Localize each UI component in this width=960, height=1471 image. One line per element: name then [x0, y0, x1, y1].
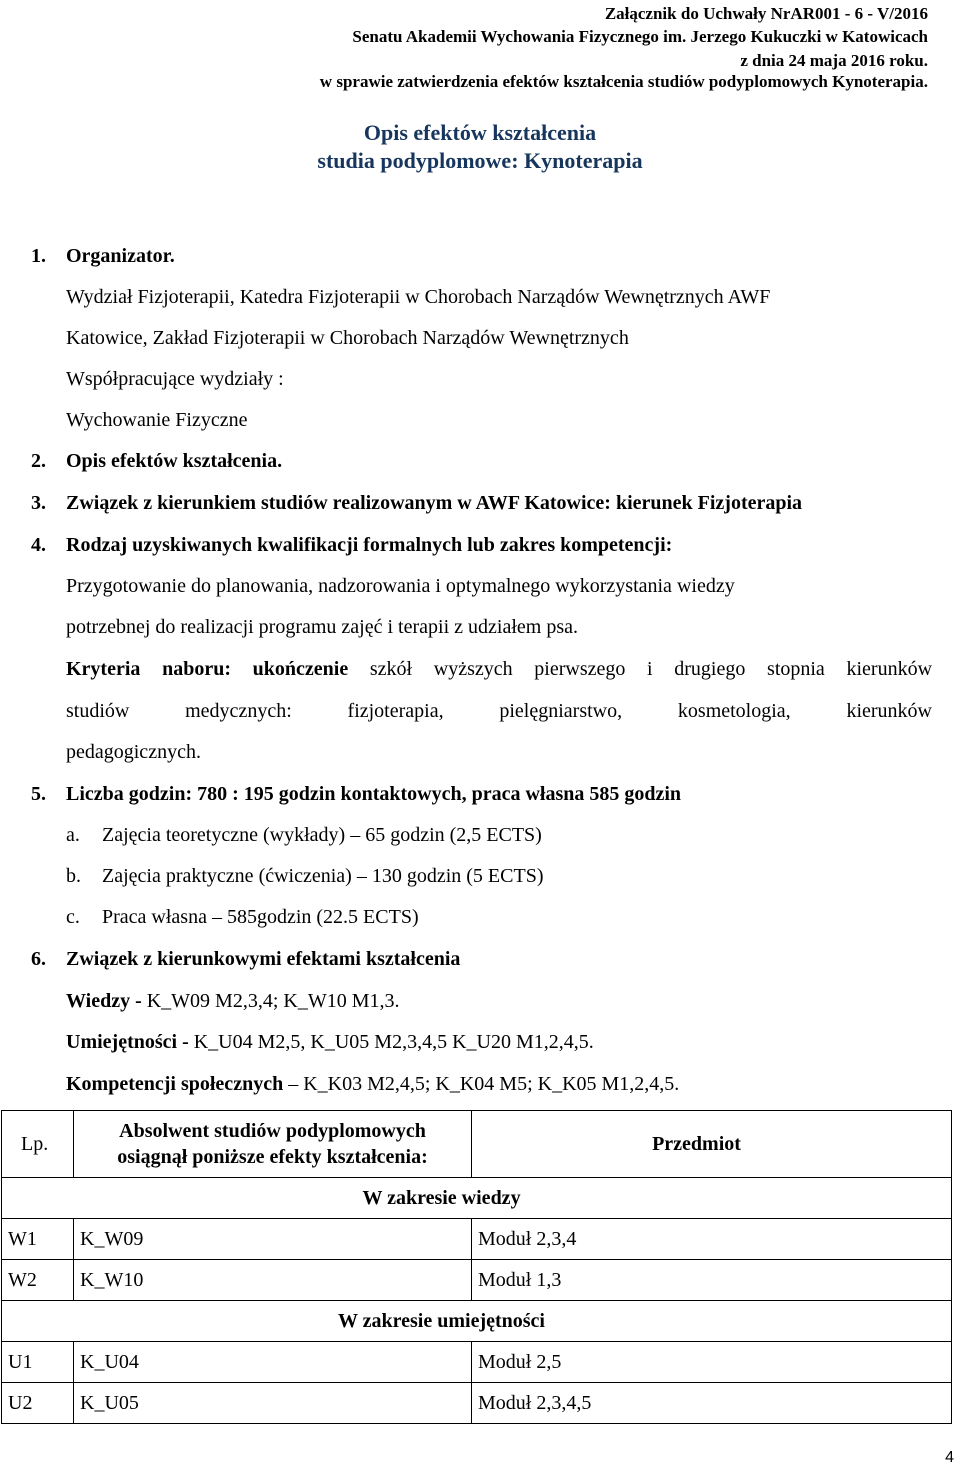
section-3-title: Związek z kierunkiem studiów realizowanym w AWF Katowice: kierunek Fizjoterapia	[66, 492, 803, 514]
umiejetnosci-label: Umiejętności -	[66, 1031, 189, 1053]
section-4-title: Rodzaj uzyskiwanych kwalifikacji formalnych lub zakres kompetencji:	[66, 534, 673, 556]
section-1-number: 1.	[31, 245, 46, 267]
col-header-absolwent	[74, 1111, 472, 1178]
table-row	[2, 1219, 952, 1260]
section-4-text-1: Przygotowanie do planowania, nadzorowania i optymalnego wykorzystania wiedzy	[66, 575, 735, 597]
section-1-title: Organizator.	[66, 245, 175, 267]
criteria-text-1: szkół wyższych pierwszego i drugiego stopnia kierunków	[369, 658, 933, 680]
row-lp: U1	[2, 1342, 74, 1383]
section-4-number: 4.	[31, 534, 46, 556]
row-modul: Moduł 2,3,4,5	[472, 1383, 952, 1424]
section-4-criteria-line-3: pedagogicznych.	[66, 741, 201, 763]
section-6-wiedzy	[66, 990, 400, 1013]
section-wiedza: W zakresie wiedzy	[2, 1178, 952, 1219]
umiejetnosci-text: K_U04 M2,5, K_U05 M2,3,4,5 K_U20 M1,2,4,5.	[188, 1031, 594, 1053]
row-lp: W1	[2, 1219, 74, 1260]
header-line-2: Senatu Akademii Wychowania Fizycznego im. Jerzego Kukuczki w Katowicach	[352, 27, 928, 46]
header-line-3: z dnia 24 maja 2016 roku.	[740, 51, 928, 70]
section-1-text-1: Wydział Fizjoterapii, Katedra Fizjoterapii w Chorobach Narządów Wewnętrznych AWF	[66, 286, 771, 308]
table-section-row	[2, 1301, 952, 1342]
section-5-a-marker: a.	[66, 824, 80, 846]
section-2-number: 2.	[31, 450, 46, 472]
section-4-criteria-line-1	[66, 658, 932, 681]
section-6-kompetencje	[66, 1073, 679, 1096]
row-kod: K_W10	[74, 1260, 472, 1301]
col-header-przedmiot: Przedmiot	[472, 1111, 952, 1178]
section-5-a-text: Zajęcia teoretyczne (wykłady) – 65 godzin (2,5 ECTS)	[102, 824, 542, 846]
row-lp: W2	[2, 1260, 74, 1301]
row-modul: Moduł 2,5	[472, 1342, 952, 1383]
row-kod: K_U04	[74, 1342, 472, 1383]
row-kod: K_U05	[74, 1383, 472, 1424]
row-modul: Moduł 2,3,4	[472, 1219, 952, 1260]
row-lp: U2	[2, 1383, 74, 1424]
doc-title: Opis efektów kształcenia	[363, 120, 597, 145]
row-modul: Moduł 1,3	[472, 1260, 952, 1301]
col-header-lp: Lp.	[2, 1111, 74, 1178]
row-kod: K_W09	[74, 1219, 472, 1260]
header-line-4: w sprawie zatwierdzenia efektów kształcenia studiów podyplomowych Kynoterapia.	[319, 72, 928, 91]
effects-table	[1, 1110, 952, 1424]
table-header-row	[2, 1111, 952, 1178]
section-6-number: 6.	[31, 948, 46, 970]
section-4-criteria-line-2: studiów medycznych: fizjoterapia, pielęgniarstwo, kosmetologia, kierunków	[66, 700, 932, 722]
section-5-title: Liczba godzin: 780 : 195 godzin kontaktowych, praca własna 585 godzin	[66, 783, 682, 805]
table-row	[2, 1383, 952, 1424]
section-umiejetnosci: W zakresie umiejętności	[2, 1301, 952, 1342]
section-4-text-2: potrzebnej do realizacji programu zajęć i terapii z udziałem psa.	[66, 616, 578, 638]
criteria-label: Kryteria naboru: ukończenie	[66, 658, 349, 680]
section-1-text-4: Wychowanie Fizyczne	[66, 409, 248, 431]
kompetencje-label: Kompetencji społecznych	[66, 1073, 284, 1095]
section-3-number: 3.	[31, 492, 46, 514]
header-line-1: Załącznik do Uchwały NrAR001 - 6 - V/2016	[604, 4, 928, 23]
section-5-c-text: Praca własna – 585godzin (22.5 ECTS)	[102, 906, 419, 928]
wiedzy-label: Wiedzy -	[66, 990, 142, 1012]
section-2-title: Opis efektów kształcenia.	[66, 450, 283, 472]
section-6-umiejetnosci	[66, 1031, 594, 1054]
page-number: 4	[945, 1449, 954, 1466]
table-row	[2, 1260, 952, 1301]
table-row	[2, 1342, 952, 1383]
wiedzy-text: K_W09 M2,3,4; K_W10 M1,3.	[141, 990, 400, 1012]
section-5-number: 5.	[31, 783, 46, 805]
doc-subtitle: studia podyplomowe: Kynoterapia	[317, 148, 643, 173]
section-1-text-2: Katowice, Zakład Fizjoterapii w Chorobach Narządów Wewnętrznych	[66, 327, 629, 349]
section-5-b-text: Zajęcia praktyczne (ćwiczenia) – 130 godzin (5 ECTS)	[102, 865, 544, 887]
col-header-absolwent-line-1: Absolwent studiów podyplomowych	[119, 1120, 426, 1142]
table-section-row	[2, 1178, 952, 1219]
section-5-b-marker: b.	[66, 865, 81, 887]
section-6-title: Związek z kierunkowymi efektami kształcenia	[66, 948, 461, 970]
kompetencje-text: – K_K03 M2,4,5; K_K04 M5; K_K05 M1,2,4,5.	[283, 1073, 680, 1095]
col-header-absolwent-line-2: osiągnął poniższe efekty kształcenia:	[117, 1146, 428, 1168]
section-5-c-marker: c.	[66, 906, 80, 928]
section-1-text-3: Współpracujące wydziały :	[66, 368, 284, 390]
